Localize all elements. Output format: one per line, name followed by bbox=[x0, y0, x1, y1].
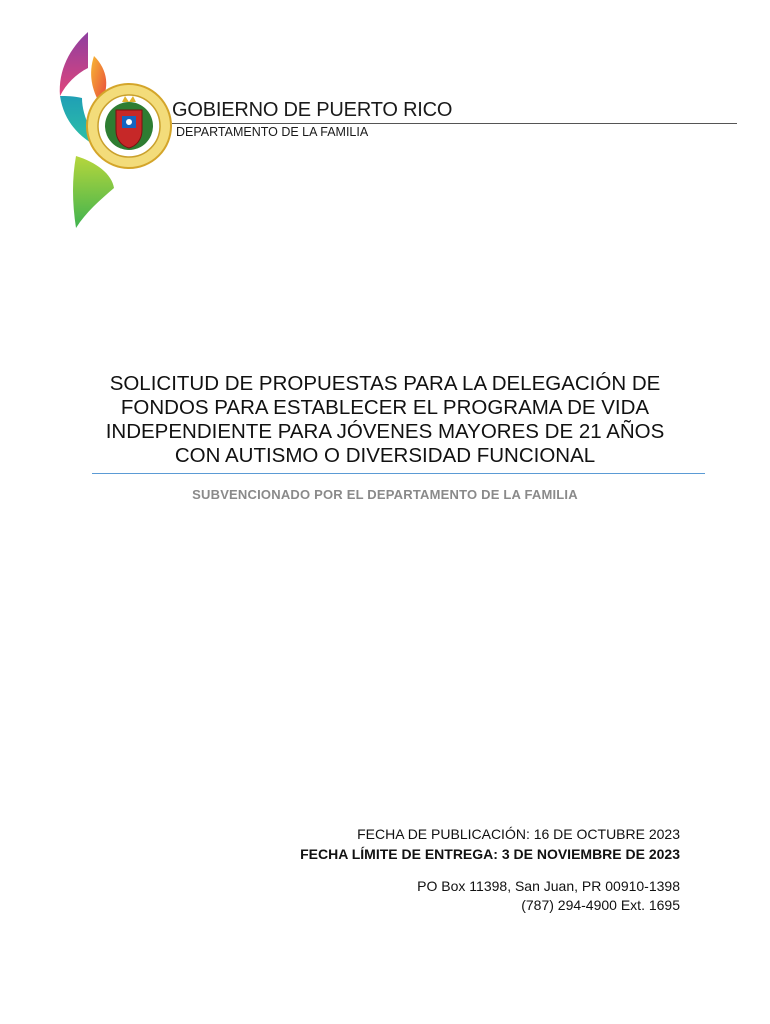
logo-magenta-petal bbox=[60, 32, 88, 96]
header-divider bbox=[172, 123, 737, 124]
document-title bbox=[92, 372, 678, 468]
title-line: FONDOS PARA ESTABLECER EL PROGRAMA DE VIDA bbox=[120, 396, 650, 419]
title-line: INDEPENDIENTE PARA JÓVENES MAYORES DE 21 AÑOS bbox=[105, 420, 665, 443]
title-line: CON AUTISMO O DIVERSIDAD FUNCIONAL bbox=[174, 444, 596, 467]
title-line: SOLICITUD DE PROPUESTAS PARA LA DELEGACIÓN DE bbox=[109, 372, 661, 395]
government-title: GOBIERNO DE PUERTO RICO bbox=[172, 99, 453, 121]
department-logo bbox=[52, 30, 172, 230]
phone-number: (787) 294-4900 Ext. 1695 bbox=[521, 897, 680, 913]
document-subtitle: SUBVENCIONADO POR EL DEPARTAMENTO DE LA FAMILIA bbox=[192, 487, 578, 502]
department-name: DEPARTAMENTO DE LA FAMILIA bbox=[176, 125, 369, 139]
publication-date: FECHA DE PUBLICACIÓN: 16 DE OCTUBRE 2023 bbox=[357, 826, 680, 842]
deadline-date: FECHA LÍMITE DE ENTREGA: 3 DE NOVIEMBRE DE 2023 bbox=[300, 846, 680, 862]
contact-block bbox=[417, 877, 680, 915]
title-divider bbox=[92, 473, 705, 474]
puerto-rico-seal bbox=[87, 84, 171, 168]
mailing-address: PO Box 11398, San Juan, PR 00910-1398 bbox=[417, 878, 680, 894]
logo-green-petal bbox=[73, 156, 114, 228]
dates-block bbox=[300, 824, 680, 864]
